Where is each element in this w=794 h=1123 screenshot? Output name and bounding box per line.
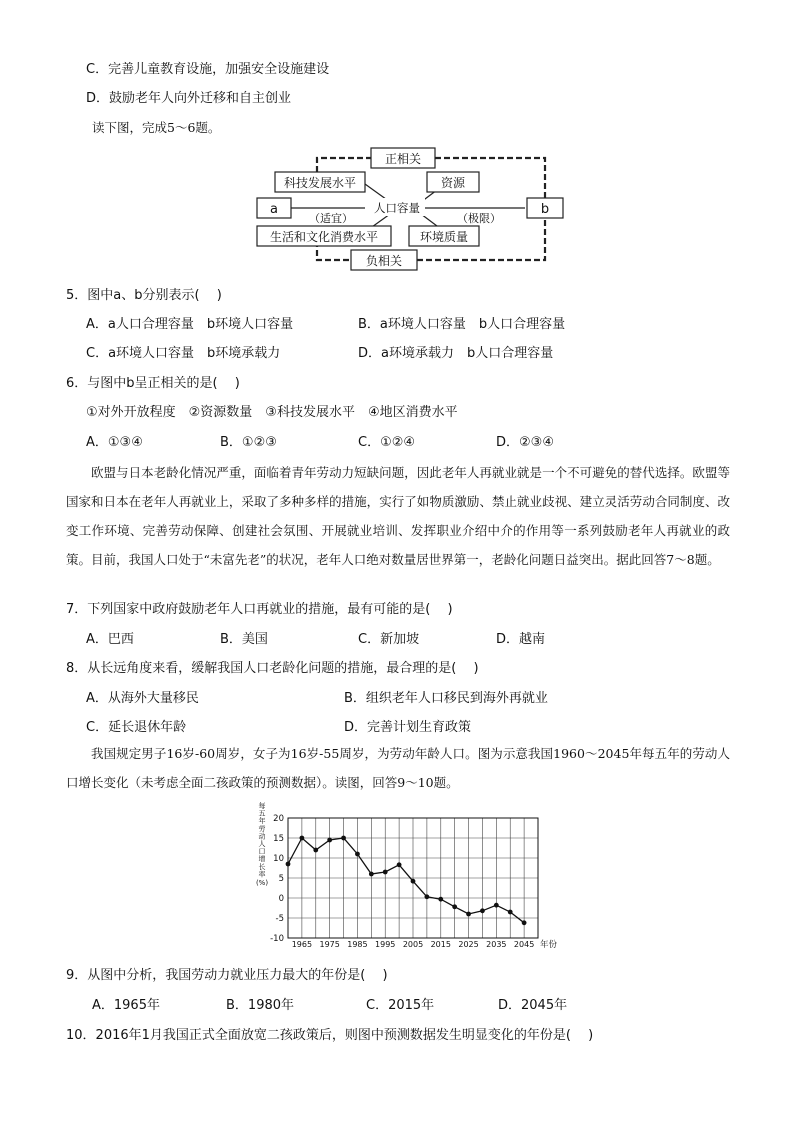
data-point	[397, 862, 402, 867]
q7-option-c: C．新加坡	[358, 632, 420, 647]
q7-option-d: D．越南	[496, 632, 546, 647]
q10-stem: 10．2016年1月我国正式全面放宽二孩政策后，则图中预测数据发生明显变化的年份是( )	[66, 1028, 594, 1043]
negative-correlation-label: 负相关	[365, 254, 403, 268]
y-tick-label: 15	[273, 834, 284, 844]
data-point	[327, 838, 332, 843]
data-point	[341, 836, 346, 841]
x-tick-label: 1995	[375, 940, 396, 949]
q6-option-d: D．②③④	[496, 435, 554, 450]
y-label-char: 长	[258, 862, 266, 871]
y-label-char: 年	[258, 817, 266, 826]
q6-option-c: C．①②④	[358, 435, 416, 450]
data-point	[411, 879, 416, 884]
data-point	[438, 897, 443, 902]
population-capacity-center: 人口容量	[374, 201, 420, 215]
q9-option-c: C．2015年	[366, 998, 435, 1013]
y-tick-label: 5	[278, 874, 284, 884]
series-line	[286, 836, 527, 926]
q5-option-a: A．a人口合理容量 b环境人口容量	[86, 317, 294, 332]
data-point	[452, 904, 457, 909]
chart-grid	[288, 818, 538, 938]
q9-stem: 9．从图中分析，我国劳动力就业压力最大的年份是( )	[66, 968, 388, 983]
q9-option-d: D．2045年	[498, 998, 568, 1013]
x-tick-label: 1985	[347, 940, 368, 949]
x-tick-label: 1965	[291, 940, 313, 949]
x-tick-label: 2045	[513, 940, 535, 949]
q7-option-a: A．巴西	[86, 632, 134, 647]
y-tick-label: -10	[270, 934, 284, 944]
y-tick-label: 10	[273, 854, 284, 864]
y-axis-label	[256, 801, 268, 887]
passage-9-10: 我国规定男子16岁-60周岁，女子为16岁-55周岁，为劳动年龄人口。图为示意我国1960～2045年每五年的劳动人口增长变化（未考虑全面二孩政策的预测数据）。读图，回答9～10题。	[66, 746, 730, 790]
x-tick-label: 2035	[486, 940, 507, 949]
series-polyline	[288, 838, 524, 923]
y-tick-label: 0	[278, 894, 284, 904]
y-label-char: 五	[258, 809, 266, 818]
intro-5-6: 读下图，完成5～6题。	[92, 120, 221, 135]
data-point	[299, 836, 304, 841]
q5-stem: 5．图中a、b分别表示( )	[66, 288, 222, 303]
q7-option-b: B．美国	[220, 632, 268, 647]
q4-option-c: C．完善儿童教育设施，加强安全设施建设	[86, 62, 330, 77]
q9-option-b: B．1980年	[226, 998, 295, 1013]
y-label-char: 人	[258, 840, 266, 848]
q7-stem: 7．下列国家中政府鼓励老年人口再就业的措施，最有可能的是( )	[66, 602, 453, 617]
y-label-char: 动	[258, 832, 266, 841]
y-label-char: 每	[258, 802, 266, 810]
environment-quality-box: 环境质量	[419, 230, 469, 244]
x-axis-label: 年份	[540, 940, 558, 950]
q9-option-a: A．1965年	[92, 998, 160, 1013]
data-point	[355, 852, 360, 857]
data-point	[383, 870, 388, 875]
q6-option-a: A．①③④	[86, 435, 143, 450]
box-b: b	[540, 202, 550, 217]
q5-option-c: C．a环境人口容量 b环境承载力	[86, 346, 281, 361]
x-tick-labels	[292, 940, 535, 949]
data-point	[494, 903, 499, 908]
data-point	[286, 862, 291, 867]
q8-option-b: B．组织老年人口移民到海外再就业	[344, 691, 548, 706]
population-capacity-diagram	[255, 140, 575, 274]
data-point	[313, 848, 318, 853]
q8-option-a: A．从海外大量移民	[86, 691, 199, 706]
y-label-char: 增	[258, 855, 266, 864]
y-label-char: 口	[258, 847, 266, 856]
q5-option-b: B．a环境人口容量 b人口合理容量	[358, 317, 566, 332]
data-point	[369, 872, 374, 877]
x-tick-label: 2015	[430, 940, 451, 949]
y-tick-label: -5	[275, 914, 284, 924]
y-label-char: 率	[258, 870, 266, 879]
box-a: a	[270, 202, 278, 217]
suitable-label: （适宜）	[309, 212, 353, 225]
q6-option-b: B．①②③	[220, 435, 277, 450]
y-label-char: 劳	[258, 824, 266, 833]
living-consumption-box: 生活和文化消费水平	[269, 230, 379, 244]
q5-option-d: D．a环境承载力 b人口合理容量	[358, 346, 554, 361]
q6-stem: 6．与图中b呈正相关的是( )	[66, 376, 240, 391]
q8-option-c: C．延长退休年龄	[86, 720, 187, 735]
data-point	[466, 912, 471, 917]
x-tick-label: 2025	[458, 940, 479, 949]
data-point	[522, 920, 527, 925]
q8-stem: 8．从长远角度来看，缓解我国人口老龄化问题的措施，最合理的是( )	[66, 661, 479, 676]
data-point	[508, 910, 513, 915]
y-tick-labels	[270, 814, 284, 944]
tech-level-box: 科技发展水平	[283, 176, 357, 190]
limit-label: （极限）	[457, 212, 501, 225]
passage-7-8: 欧盟与日本老龄化情况严重，面临着青年劳动力短缺问题，因此老年人再就业就是一个不可避免的替代选择。欧盟等国家和日本在老年人再就业上，采取了多种多样的措施，实行了如物质激励、禁止就业歧视、建立灵活劳动合同制度、改变工作环境、完善劳动保障、创建社会氛围、开展就业培训、发挥职业介绍中介的作用等一系列鼓励老年人再就业的政策。目前，我国人口处于“未富先老”的状况，老年人口绝对数量居世界第一，老龄化问题日益突出。据此回答7～8题。	[66, 465, 730, 567]
positive-correlation-label: 正相关	[384, 152, 422, 166]
labor-growth-chart	[248, 800, 588, 958]
resources-box: 资源	[440, 176, 466, 190]
data-point	[424, 894, 429, 899]
q4-option-d: D．鼓励老年人向外迁移和自主创业	[86, 91, 292, 106]
y-tick-label: 20	[273, 814, 284, 824]
data-point	[480, 908, 485, 913]
q6-items: ①对外开放程度 ②资源数量 ③科技发展水平 ④地区消费水平	[86, 405, 458, 420]
q8-option-d: D．完善计划生育政策	[344, 720, 472, 735]
x-tick-label: 1975	[319, 940, 340, 949]
x-tick-label: 2005	[402, 940, 424, 949]
y-label-unit: (%)	[255, 879, 269, 887]
